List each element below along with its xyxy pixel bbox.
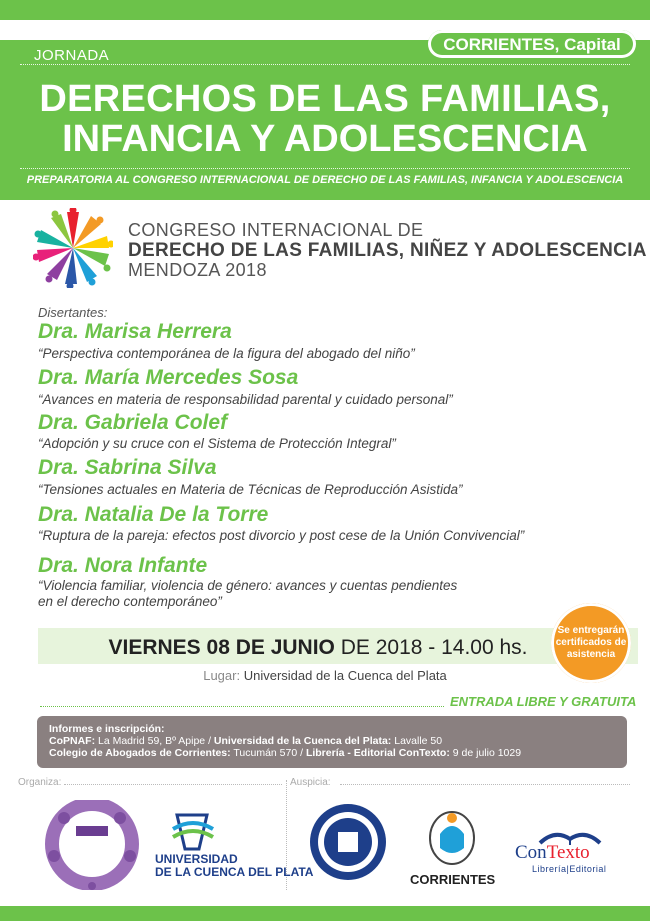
congress-line-1: CONGRESO INTERNACIONAL DE (128, 220, 424, 240)
speaker-name: Dra. Sabrina Silva (38, 456, 217, 479)
university-name-1: UNIVERSIDAD (155, 852, 238, 866)
divider (64, 784, 282, 785)
speaker-topic: en el derecho contemporáneo” (38, 594, 222, 609)
event-date-rest: DE 2018 - 14.00 hs. (334, 636, 528, 659)
place-value: Universidad de la Cuenca del Plata (243, 668, 447, 683)
speaker-topic: “Perspectiva contemporánea de la figura del abogado del niño” (38, 346, 415, 361)
preparatory-subtitle: PREPARATORIA AL CONGRESO INTERNACIONAL DE DERECHO DE LAS FAMILIAS, INFANCIA Y ADOLESCENCIA (26, 174, 624, 186)
speaker-topic: “Violencia familiar, violencia de género: avances y cuentas pendientes (38, 578, 458, 593)
speaker-topic: “Tensiones actuales en Materia de Técnicas de Reproducción Asistida” (38, 482, 463, 497)
event-date (38, 630, 598, 666)
speaker-name: Dra. María Mercedes Sosa (38, 366, 299, 389)
university-name-2: DE LA CUENCA DEL PLATA (155, 865, 314, 879)
corrientes-label: CORRIENTES (410, 872, 496, 887)
copnaf-logo-icon (42, 800, 142, 890)
info-colegio-address: Tucumán 570 / (230, 747, 306, 759)
speaker-topic: “Avances en materia de responsabilidad parental y cuidado personal” (38, 392, 453, 407)
info-title: Informes e inscripción: (49, 723, 165, 735)
info-copnaf-address: La Madrid 59, Bº Apipe / (95, 735, 214, 747)
contexto-part-b: Texto (546, 842, 590, 863)
info-uccp-address: Lavalle 50 (391, 735, 443, 747)
contexto-subtitle: Librería|Editorial (532, 864, 607, 874)
speaker-name: Dra. Gabriela Colef (38, 411, 228, 434)
congress-logo-icon (33, 208, 113, 288)
speaker-name: Dra. Nora Infante (38, 554, 208, 577)
speaker-name: Dra. Marisa Herrera (38, 320, 232, 343)
contexto-part-a: Con (515, 842, 547, 863)
bottom-green-bar (0, 906, 650, 921)
info-colegio-label: Colegio de Abogados de Corrientes: (49, 747, 231, 759)
info-contexto-label: Librería - Editorial ConTexto: (305, 747, 450, 759)
auspicia-label: Auspicia: (290, 777, 331, 788)
info-uccp-label: Universidad de la Cuenca del Plata: (213, 735, 392, 747)
event-date-bold: VIERNES 08 DE JUNIO (108, 636, 335, 659)
contexto-logo-text (515, 842, 590, 864)
divider (20, 64, 630, 65)
congress-line-3: MENDOZA 2018 (128, 260, 267, 280)
city-badge: CORRIENTES, Capital (428, 30, 636, 58)
certificates-text: Se entregarán certificados de asistencia (555, 625, 627, 660)
top-green-bar (0, 0, 650, 20)
gobierno-provincial-seal-icon (420, 804, 484, 868)
congress-line-2: DERECHO DE LAS FAMILIAS, NIÑEZ Y ADOLESCENCIA (128, 240, 647, 261)
divider (340, 784, 630, 785)
entry-divider (40, 706, 444, 707)
title-line-1: DERECHOS DE LAS FAMILIAS, (39, 78, 611, 120)
speaker-name: Dra. Natalia De la Torre (38, 503, 269, 526)
colegio-abogados-seal-icon (308, 802, 388, 882)
speaker-topic: “Ruptura de la pareja: efectos post divorcio y post cese de la Unión Convivencial” (38, 528, 525, 543)
info-copnaf-label: CoPNAF: (49, 735, 96, 747)
place-label: Lugar: (203, 668, 244, 683)
speaker-topic: “Adopción y su cruce con el Sistema de Protección Integral” (38, 436, 396, 451)
divider (20, 168, 630, 169)
organiza-label: Organiza: (18, 777, 62, 788)
info-contexto-address: 9 de julio 1029 (449, 747, 522, 759)
event-place (0, 668, 650, 683)
info-box (37, 716, 627, 768)
entry-free-label: ENTRADA LIBRE Y GRATUITA (450, 694, 637, 709)
jornada-label: JORNADA (34, 47, 110, 64)
title-line-2: INFANCIA Y ADOLESCENCIA (62, 118, 588, 160)
speakers-label: Disertantes: (38, 305, 108, 320)
